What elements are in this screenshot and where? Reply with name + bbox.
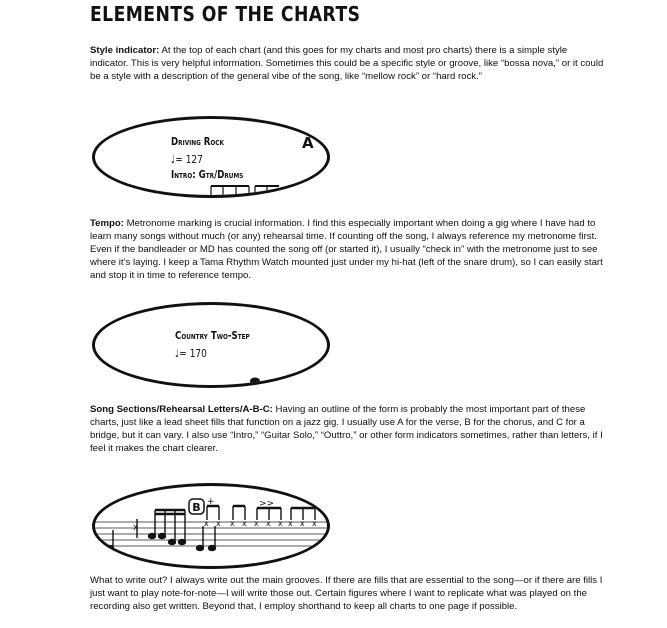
svg-text:x: x [278,519,283,528]
quarter-note-icon: ♩ [171,153,176,166]
open-hihat-mark: + [207,497,215,507]
tempo-example-oval [92,302,330,388]
style-label: Country Two-Step [175,330,250,342]
accent-marks: >> [259,499,275,509]
svg-text:x: x [204,519,209,528]
tempo-marking: ♩= 170 [175,347,207,360]
tempo-paragraph [90,217,608,282]
svg-text:x: x [288,519,293,528]
song-sections-paragraph [90,403,608,455]
rhythm-fragment-icon [209,183,279,197]
section-letter-cut: A [302,134,314,152]
section-letter-example-oval [92,483,330,569]
style-indicator-heading: Style indicator: [90,45,160,56]
tempo-heading: Tempo: [90,218,124,229]
intro-label: Intro: Gtr/Drums [171,169,244,181]
note-fragment-icon [245,373,265,383]
song-sections-text: Having an outline of the form is probably the most important part of these charts, just like a lead sheet fills that function on a jazz gig. I usually use A for the verse, B for the chorus, and C for a bridge, but it can vary. I also use “Intro,” “Guitar Solo,” “Outtro,” or other form indicators sometimes, rather than letters, if I feel it makes the chart clearer. [90,404,603,454]
drum-notation-icon [95,486,327,566]
svg-text:x: x [133,523,139,533]
rehearsal-letter: B [192,501,201,514]
svg-text:x: x [230,519,235,528]
song-sections-heading: Song Sections/Rehearsal Letters/A-B-C: [90,404,273,415]
svg-text:x: x [216,519,221,528]
write-out-paragraph: What to write out? I always write out the main grooves. If there are fills that are essential to the song—or if there are fills I just want to play note-for-note—I will write those out. Certain figures where I want to replicate what was played on the recording also get written. Beyond that, I employ shorthand to keep all charts to one page if possible. [90,575,603,612]
page-title: ELEMENTS OF THE CHARTS [90,2,361,26]
quarter-note-icon: ♩ [175,347,180,360]
style-label: Driving Rock [171,136,224,148]
style-indicator-paragraph [90,44,608,83]
svg-text:x: x [266,519,271,528]
svg-text:x: x [300,519,305,528]
tempo-marking: ♩= 127 [171,153,203,166]
style-example-oval [92,116,330,198]
svg-text:x: x [242,519,247,528]
tempo-text: Metronome marking is crucial information. I find this especially important when doing a gig where I have had to learn many songs without much (or any) rehearsal time. If counting off the song, I always reference my metronome first. Even if the bandleader or MD has counted the song off (or started it), I usually “check in” with the metronome just to see where it’s laying. I keep a Tama Rhythm Watch mounted just under my hi-hat (left of the snare drum), so I can easily start and stop it in time to reference tempo. [90,218,603,281]
style-indicator-text: At the top of each chart (and this goes for my charts and most pro charts) there is a simple style indicator. This is very helpful information. Sometimes this could be a specific style or groove, like “bossa nova,” or it could be a style with a description of the general vibe of the song, like “mellow rock” or “hard rock.” [90,45,604,82]
svg-text:x: x [254,519,259,528]
svg-text:x: x [312,519,317,528]
